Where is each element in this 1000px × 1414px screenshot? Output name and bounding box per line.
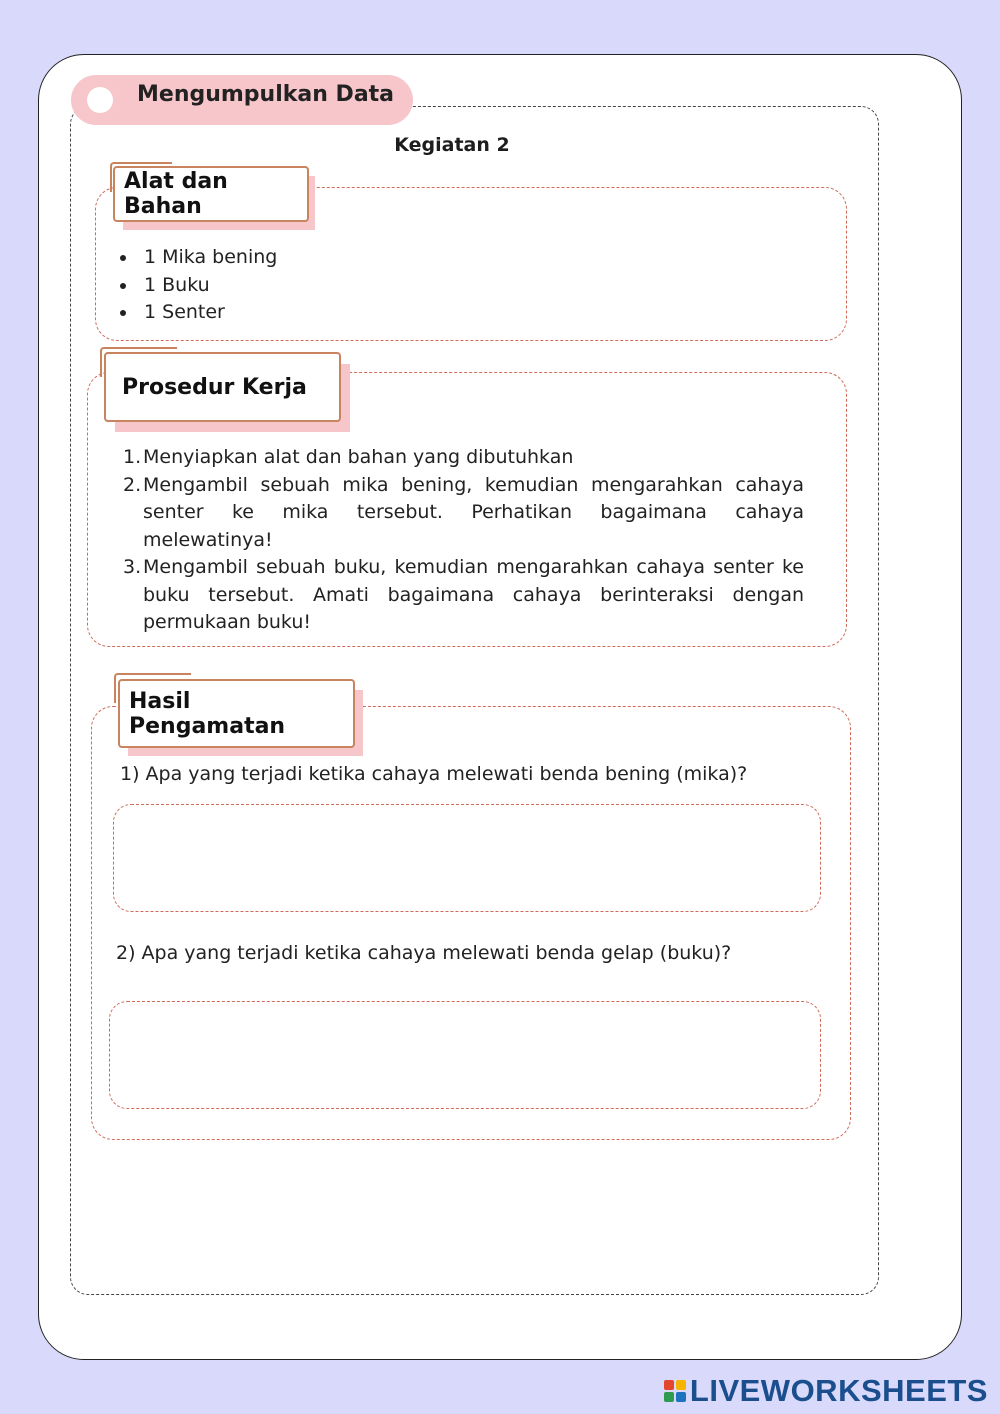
answer-input-2[interactable] — [109, 1001, 821, 1109]
list-item — [118, 554, 804, 637]
question-1: 1) Apa yang terjadi ketika cahaya melewati benda bening (mika)? — [120, 763, 748, 785]
page-title: Mengumpulkan Data — [137, 82, 395, 107]
alat-bahan-heading: Alat dan Bahan — [113, 166, 309, 222]
list-item — [118, 472, 804, 555]
list-item: 1 Buku — [120, 272, 277, 300]
step-text: Mengambil sebuah mika bening, kemudian mengarahkan cahaya senter ke mika tersebut. Perhatikan bagaimana cahaya melewatinya! — [143, 473, 804, 551]
logo-square — [664, 1380, 674, 1390]
logo-square — [676, 1392, 686, 1402]
step-text: Mengambil sebuah buku, kemudian mengarahkan cahaya senter ke buku tersebut. Amati bagaimana cahaya berinteraksi dengan permukaan buku! — [143, 556, 804, 633]
list-item — [118, 444, 804, 472]
list-item: 1 Senter — [120, 299, 277, 327]
step-text: Menyiapkan alat dan bahan yang dibutuhkan — [143, 446, 574, 468]
brand-name: LIVEWORKSHEETS — [689, 1373, 988, 1408]
procedure-steps — [118, 444, 804, 637]
step-number: 3. — [123, 556, 142, 578]
hasil-heading: Hasil Pengamatan — [118, 679, 355, 748]
step-number: 2. — [123, 473, 142, 496]
liveworksheets-logo-icon — [664, 1380, 686, 1402]
liveworksheets-brand — [664, 1373, 988, 1408]
answer-input-1[interactable] — [113, 804, 821, 912]
circle-icon — [87, 87, 113, 113]
activity-label: Kegiatan 2 — [394, 134, 510, 156]
materials-list — [120, 244, 277, 327]
step-number: 1. — [123, 446, 142, 468]
question-2: 2) Apa yang terjadi ketika cahaya melewati benda gelap (buku)? — [116, 942, 732, 964]
prosedur-heading: Prosedur Kerja — [104, 352, 341, 422]
logo-square — [676, 1380, 686, 1390]
logo-square — [664, 1392, 674, 1402]
list-item: 1 Mika bening — [120, 244, 277, 272]
